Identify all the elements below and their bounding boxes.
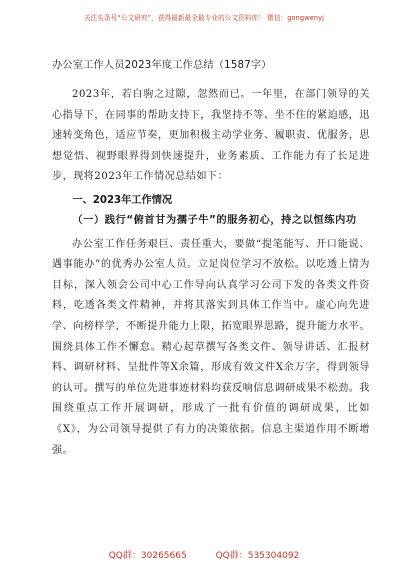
top-banner: 关注头条号“公文研究”，获得最新最全最专业的公文资料库！ 微信：gongwenyj bbox=[83, 14, 325, 22]
work-paragraph: 办公室工作任务艰巨、责任重大，要做“提笔能写、开口能说、遇事能办”的优秀办公室人员。立足岗位学习不放松。以吃透上情为目标，深入领会公司中心工作导向认真学习公司下发的各类文件资料，吃透各类文件精神，并将其落实到具体工作当中。虚心向先进学、向榜样学，不断提升能力上限，拓宽眼界思路，提升能力水平。围绕具体工作不懈怠。精心起草撰写各类文件、领导讲话、汇报材料、调研材料、呈批件等X余篇，形成有效文件X余万字，得到领导的认可。撰写的单位先进事迹材料均获反响信息调研成果不松劲。我围绕重点工作开展调研，形成了一批有价值的调研成果，比如《X》，为公司领导提供了有力的决策依据。信息主渠道作用不断增强。 bbox=[52, 238, 370, 456]
intro-paragraph: 2023年，若白驹之过隙，忽然而已。一年里，在部门领导的关心指导下，在同事的帮助支持下，我坚持不等、坐不住的紧迫感，迅速转变角色，适应节奏，更加积极主动学业务、履职责、优服务，思想觉悟、视野眼界得到快速提升，业务素质、工作能力有了长足进步，现将2023年工作情况总结如下： bbox=[52, 89, 370, 183]
section-heading-1: 一、2023年工作情况 bbox=[72, 194, 173, 206]
document-body bbox=[52, 56, 370, 461]
subsection-heading-1: （一）践行“俯首甘为孺子牛”的服务初心，持之以恒练内功 bbox=[72, 214, 357, 226]
document-title: 办公室工作人员2023年度工作总结（1587字） bbox=[52, 60, 272, 71]
footer-qq-group-1: QQ群：30265665 bbox=[108, 551, 187, 561]
footer bbox=[0, 548, 408, 561]
footer-qq-group-2: QQ群：535304092 bbox=[215, 551, 300, 561]
